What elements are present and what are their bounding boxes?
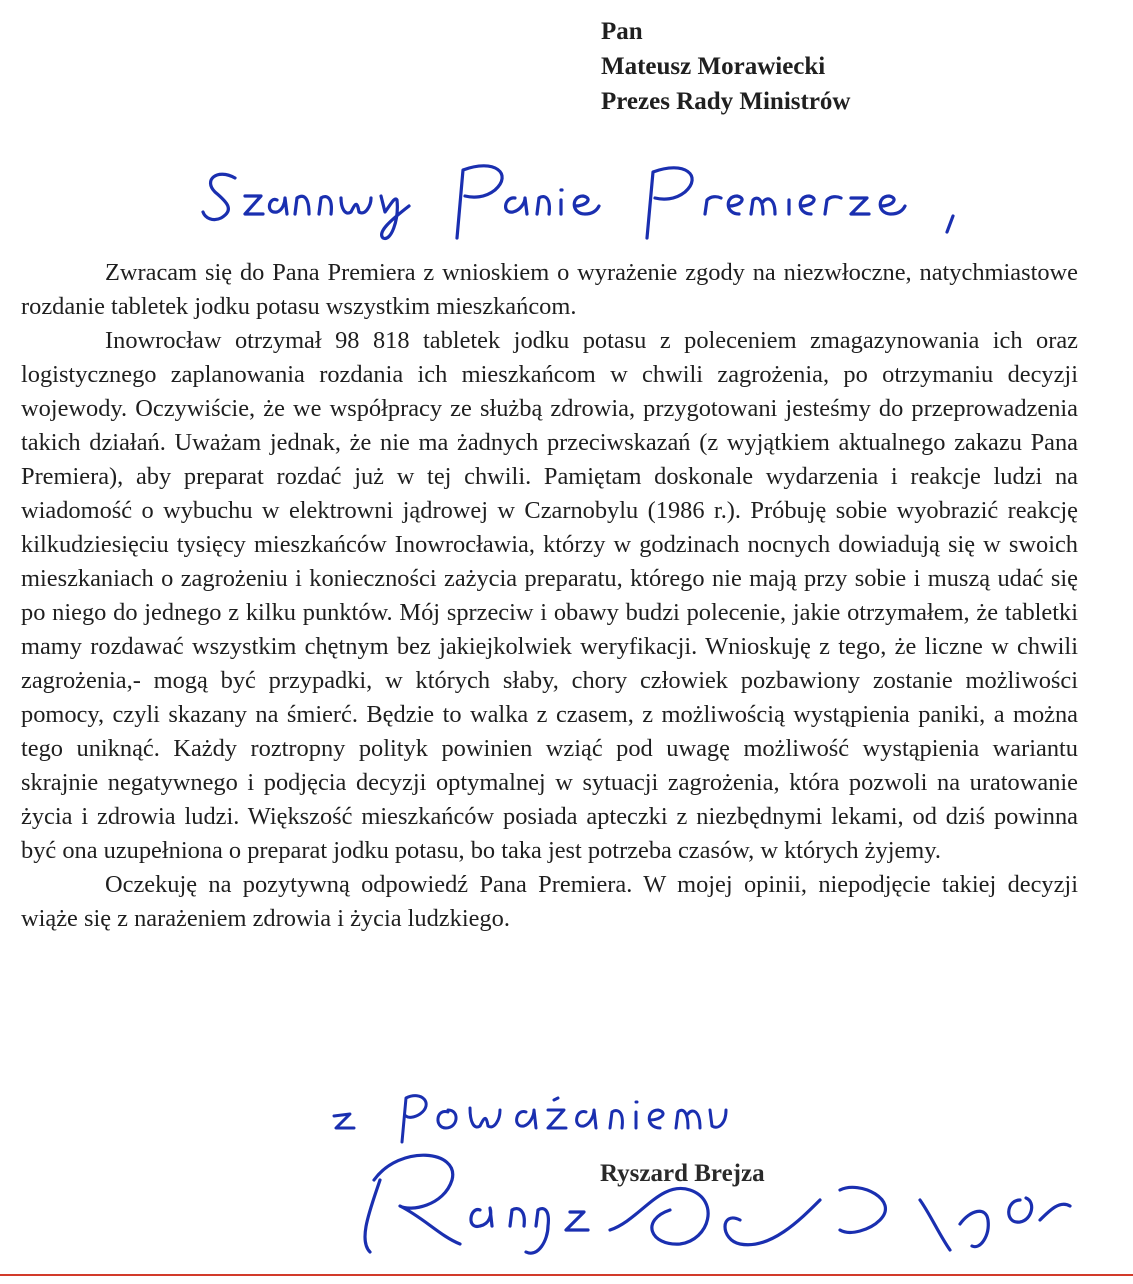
paragraph-main: Inowrocław otrzymał 98 818 tabletek jodku potasu z poleceniem zmagazynowania ich oraz logistycznego zaplanowania rozdania ich mieszkańcom w chwili zagrożenia, po otrzymaniu decyzji wojewody. Oczywiście, że we współpracy ze służbą zdrowia, przygotowani jesteśmy do przeprowadzenia takich działań. Uważam jednak, że nie ma żadnych przeciwskazań (z wyjątkiem aktualnego zakazu Pana Premiera), aby preparat rozdać już w tej chwili. Pamiętam doskonale wydarzenia i reakcje ludzi na wiadomość o wybuchu w elektrowni jądrowej w Czarnobylu (1986 r.). Próbuję sobie wyobrazić reakcję kilkudziesięciu tysięcy mieszkańców Inowrocławia, którzy w godzinach nocnych dowiadują się w swoich mieszkaniach o zagrożeniu i konieczności zażycia preparatu, którego nie mają przy sobie i muszą udać się po niego do jednego z kilku punktów. Mój sprzeciw i obawy budzi polecenie, jakie otrzymałem, że tabletki mamy rozdawać wszystkim chętnym bez jakiejkolwiek weryfikacji. Wnioskuję z tego, że liczne w chwili zagrożenia,- mogą być przypadki, w których słaby, chory człowiek pozbawiony zostanie możliwości pomocy, czyli skazany na śmierć. Będzie to walka z czasem, z możliwością wystąpienia paniki, a można tego uniknąć. Każdy roztropny polityk powinien wziąć pod uwagę możliwość wystąpienia wariantu skrajnie negatywnego i podjęcia decyzji optymalnej w sytuacji zagrożenia, która pozwoli na uratowanie życia i zdrowia ludzi. Większość mieszkańców posiada apteczki z niezbędnymi lekami, od dziś powinna być ona uzupełniona o preparat jodku potasu, bo taka jest potrzeba czasów, w których żyjemy. [21, 327, 1078, 864]
handwritten-closing [330, 1078, 820, 1148]
recipient-block [601, 14, 851, 119]
footer-rule [0, 1274, 1133, 1276]
paragraph-request: Zwracam się do Pana Premiera z wnioskiem o wyrażenie zgody na niezwłoczne, natychmiastowe rozdanie tabletek jodku potasu wszystkim mieszkańcom. [21, 259, 1078, 320]
signatory-name: Ryszard Brejza [600, 1160, 765, 1187]
handwritten-signature [340, 1140, 1090, 1270]
letter-body [21, 256, 1078, 936]
recipient-position: Prezes Rady Ministrów [601, 88, 851, 115]
recipient-title: Pan [601, 18, 643, 45]
handwritten-salutation [195, 140, 995, 250]
paragraph-closing: Oczekuję na pozytywną odpowiedź Pana Premiera. W mojej opinii, niepodjęcie takiej decyzji wiąże się z narażeniem zdrowia i życia ludzkiego. [21, 871, 1078, 932]
recipient-name: Mateusz Morawiecki [601, 53, 826, 80]
